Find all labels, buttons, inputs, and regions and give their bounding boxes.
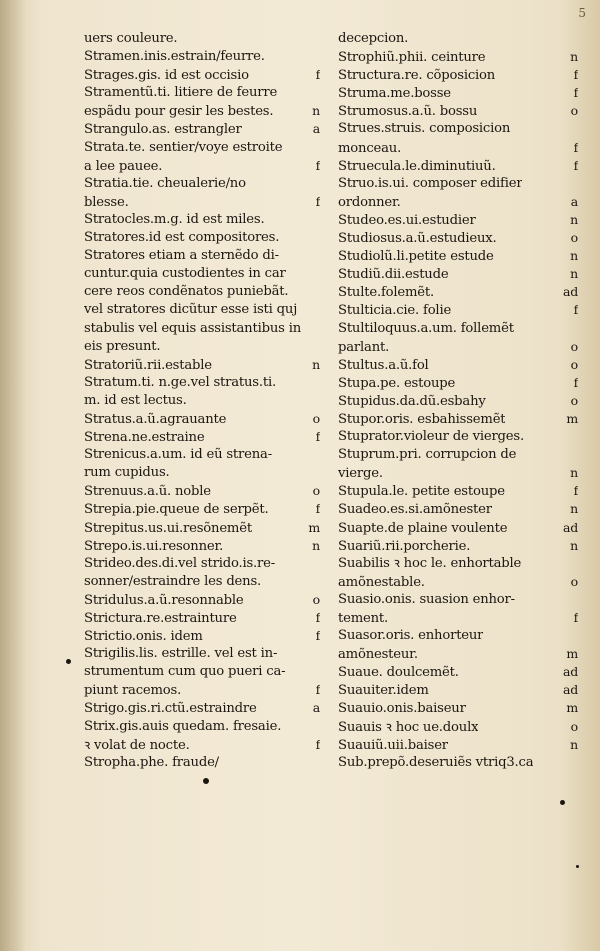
entry-text: cuntur.quia custodientes in car: [84, 266, 286, 282]
gender-marker: ad: [562, 519, 578, 535]
entry-text: Stupor.oris. esbahissemẽt: [338, 411, 506, 427]
dictionary-line: [338, 464, 578, 482]
gender-marker: n: [312, 103, 320, 119]
entry-text: Stratia.tie. cheualerie/no: [84, 175, 246, 191]
dictionary-line: [84, 645, 320, 663]
dictionary-line: [338, 699, 578, 717]
dictionary-line: [84, 66, 320, 84]
entry-text: Suasio.onis. suasion enhor-: [338, 591, 515, 607]
dictionary-line: [338, 573, 578, 591]
entry-text: Stupidus.da.dũ.esbahy: [338, 393, 486, 409]
entry-text: Stratores etiam a sternẽdo di-: [84, 248, 279, 264]
dictionary-line: [338, 356, 578, 374]
gender-marker: ad: [562, 284, 578, 300]
dictionary-line: [338, 193, 578, 211]
entry-text: Struecula.le.diminutiuũ.: [338, 158, 496, 174]
gender-marker: ad: [562, 664, 578, 680]
dictionary-line: [84, 500, 320, 518]
entry-text: Strictio.onis. idem: [84, 629, 203, 645]
dictionary-line: [338, 645, 578, 663]
gender-marker: f: [573, 483, 578, 499]
entry-text: Stramen.inis.estrain/feurre.: [84, 49, 265, 65]
gender-marker: n: [312, 356, 320, 372]
entry-text: blesse.: [84, 194, 129, 210]
entry-text: rum cupidus.: [84, 465, 170, 481]
dictionary-line: [84, 30, 320, 48]
entry-text: Stultiloquus.a.um. follemẽt: [338, 320, 514, 336]
dictionary-line: [84, 537, 320, 555]
dictionary-line: [338, 283, 578, 301]
dictionary-line: [338, 320, 578, 338]
dictionary-line: [84, 157, 320, 175]
entry-text: a lee pauee.: [84, 158, 163, 174]
gender-marker: n: [570, 211, 578, 227]
entry-text: Stropha.phe. fraude/: [84, 754, 219, 770]
dictionary-line: [84, 374, 320, 392]
dictionary-line: [338, 265, 578, 283]
dictionary-line: [338, 627, 578, 645]
gender-marker: a: [570, 193, 578, 209]
dictionary-line: [84, 681, 320, 699]
gender-marker: f: [315, 429, 320, 445]
gender-marker: n: [570, 465, 578, 481]
gender-marker: f: [315, 610, 320, 625]
gender-marker: m: [566, 410, 578, 426]
dictionary-line: [84, 193, 320, 211]
entry-text: monceau.: [338, 140, 402, 156]
entry-text: vierge.: [338, 466, 383, 482]
gender-marker: n: [570, 248, 578, 264]
gender-marker: f: [315, 67, 320, 83]
entry-text: Strues.struis. composicion: [338, 121, 511, 137]
entry-text: ꝛ volat de nocte.: [84, 737, 190, 753]
entry-text: ordonner.: [338, 194, 401, 210]
entry-text: Strages.gis. id est occisio: [84, 68, 249, 84]
entry-text: Stulticia.cie. folie: [338, 303, 452, 319]
gender-marker: f: [573, 85, 578, 101]
entry-text: Suauio.onis.baiseur: [338, 701, 466, 717]
dictionary-line: [84, 265, 320, 283]
entry-text: Sub.prepõ.deseruiẽs vtriq3.ca: [338, 754, 534, 770]
dictionary-line: [338, 519, 578, 537]
entry-text: Strigo.gis.ri.ctũ.estraindre: [84, 701, 257, 717]
entry-text: Struma.me.bosse: [338, 86, 451, 102]
entry-text: Studeo.es.ui.estudier: [338, 212, 476, 228]
entry-text: strumentum cum quo pueri ca-: [84, 664, 286, 680]
entry-text: Stupa.pe. estoupe: [338, 375, 456, 391]
dictionary-line: [338, 500, 578, 518]
gutter-shadow: [0, 0, 26, 951]
dictionary-line: [338, 175, 578, 193]
dictionary-line: [338, 410, 578, 428]
dictionary-line: [84, 211, 320, 229]
entry-text: tement.: [338, 611, 388, 626]
entry-text: Suauiũ.uii.baiser: [338, 737, 448, 753]
ink-dot: [203, 778, 209, 784]
gender-marker: o: [570, 230, 578, 246]
entry-text: Stratus.a.ũ.agrauante: [84, 411, 227, 427]
gender-marker: f: [315, 193, 320, 209]
corner-mark: 5: [578, 6, 586, 20]
entry-text: Structura.re. cõposicion: [338, 68, 496, 84]
dictionary-line: [84, 120, 320, 138]
gender-marker: m: [308, 519, 320, 535]
entry-text: decepcion.: [338, 31, 409, 46]
entry-text: Stultus.a.ũ.fol: [338, 357, 429, 373]
dictionary-line: [84, 247, 320, 265]
dictionary-line: [338, 482, 578, 500]
gender-marker: a: [312, 121, 320, 137]
entry-text: Strix.gis.auis quedam. fresaie.: [84, 718, 282, 734]
entry-text: Stridulus.a.ũ.resonnable: [84, 592, 244, 608]
gender-marker: n: [570, 49, 578, 65]
gender-marker: o: [570, 356, 578, 372]
entry-text: Stratocles.m.g. id est miles.: [84, 211, 265, 227]
entry-text: Suadeo.es.si.amõnester: [338, 502, 492, 518]
dictionary-line: [338, 736, 578, 754]
dictionary-line: [84, 410, 320, 428]
dictionary-line: [338, 211, 578, 229]
gender-marker: f: [315, 736, 320, 752]
entry-text: parlant.: [338, 339, 390, 355]
left-column: [84, 30, 320, 772]
dictionary-line: [84, 519, 320, 537]
gender-marker: o: [312, 483, 320, 499]
dictionary-line: [338, 102, 578, 120]
dictionary-line: [338, 30, 578, 48]
entry-text: amõnestable.: [338, 574, 425, 590]
dictionary-line: [84, 754, 320, 772]
entry-text: Strangulo.as. estrangler: [84, 122, 242, 138]
dictionary-line: [338, 66, 578, 84]
ink-dot: [560, 800, 565, 805]
dictionary-line: [338, 609, 578, 627]
dictionary-line: [84, 609, 320, 627]
dictionary-line: [84, 663, 320, 681]
entry-text: Strophiũ.phii. ceinture: [338, 50, 486, 66]
dictionary-line: [84, 338, 320, 356]
dictionary-line: [84, 283, 320, 301]
right-column: [338, 30, 578, 772]
dictionary-line: [84, 428, 320, 446]
entry-text: sonner/estraindre les dens.: [84, 573, 262, 589]
entry-text: Strepia.pie.queue de serpẽt.: [84, 502, 269, 518]
entry-text: Strenicus.a.um. id eũ strena-: [84, 447, 272, 463]
entry-text: stabulis vel equis assistantibus in: [84, 320, 302, 336]
gender-marker: o: [570, 392, 578, 408]
gender-marker: m: [566, 646, 578, 662]
gender-marker: ad: [562, 682, 578, 698]
entry-text: Suauis ꝛ hoc ue.doulx: [338, 719, 479, 735]
dictionary-line: [338, 555, 578, 573]
entry-text: Studiosus.a.ũ.estudieux.: [338, 231, 497, 247]
dictionary-line: [338, 301, 578, 319]
entry-text: Studiolũ.li.petite estude: [338, 249, 494, 265]
dictionary-line: [338, 120, 578, 138]
gender-marker: f: [315, 501, 320, 517]
dictionary-line: [84, 356, 320, 374]
gender-marker: n: [570, 266, 578, 282]
dictionary-line: [84, 627, 320, 645]
entry-text: Stratoriũ.rii.estable: [84, 357, 212, 373]
gender-marker: o: [312, 591, 320, 607]
entry-text: Struo.is.ui. composer edifier: [338, 175, 523, 191]
dictionary-line: [84, 84, 320, 102]
dictionary-line: [84, 573, 320, 591]
dictionary-line: [84, 102, 320, 120]
dictionary-line: [84, 591, 320, 609]
dictionary-line: [338, 392, 578, 410]
entry-text: Suapte.de plaine voulente: [338, 520, 508, 536]
dictionary-line: [338, 537, 578, 555]
entry-text: Suabilis ꝛ hoc le. enhortable: [338, 555, 522, 571]
entry-text: uers couleure.: [84, 31, 178, 46]
dictionary-line: [338, 681, 578, 699]
dictionary-line: [338, 663, 578, 681]
dictionary-line: [338, 754, 578, 772]
entry-text: Strumosus.a.ũ. bossu: [338, 104, 478, 120]
entry-text: Strictura.re.estrainture: [84, 611, 237, 626]
gender-marker: n: [570, 537, 578, 553]
dictionary-line: [84, 736, 320, 754]
gender-marker: f: [573, 374, 578, 390]
gender-marker: n: [312, 537, 320, 553]
entry-text: espãdu pour gesir les bestes.: [84, 104, 274, 120]
gender-marker: f: [315, 628, 320, 644]
gender-marker: f: [573, 302, 578, 318]
entry-text: Strigilis.lis. estrille. vel est in-: [84, 646, 278, 662]
gender-marker: f: [573, 157, 578, 173]
entry-text: amõnesteur.: [338, 647, 418, 663]
dictionary-line: [338, 591, 578, 609]
entry-text: Stratores.id est compositores.: [84, 230, 280, 246]
dictionary-line: [84, 48, 320, 66]
dictionary-line: [338, 229, 578, 247]
entry-text: Stuprum.pri. corrupcion de: [338, 447, 517, 463]
entry-text: Strepo.is.ui.resonner.: [84, 538, 224, 554]
dictionary-line: [84, 464, 320, 482]
dictionary-line: [84, 555, 320, 573]
gender-marker: o: [312, 410, 320, 426]
dictionary-line: [84, 699, 320, 717]
dictionary-line: [338, 446, 578, 464]
gender-marker: o: [570, 103, 578, 119]
dictionary-line: [338, 718, 578, 736]
dictionary-line: [84, 320, 320, 338]
dictionary-line: [338, 139, 578, 157]
entry-text: Strideo.des.di.vel strido.is.re-: [84, 555, 275, 571]
entry-text: Suariũ.rii.porcherie.: [338, 538, 471, 554]
dictionary-line: [84, 229, 320, 247]
entry-text: Suasor.oris. enhorteur: [338, 628, 484, 644]
dictionary-line: [84, 301, 320, 319]
entry-text: eis presunt.: [84, 338, 161, 354]
dictionary-line: [84, 139, 320, 157]
entry-text: Suauiter.idem: [338, 683, 429, 699]
gender-marker: n: [570, 736, 578, 752]
dictionary-line: [338, 247, 578, 265]
entry-text: Strenuus.a.ũ. noble: [84, 484, 211, 500]
ink-dot: [576, 865, 579, 868]
entry-text: Studiũ.dii.estude: [338, 267, 449, 283]
ink-dot: [66, 659, 71, 664]
gender-marker: f: [573, 67, 578, 83]
dictionary-line: [338, 374, 578, 392]
gender-marker: f: [573, 610, 578, 625]
entry-text: Stramentũ.ti. litiere de feurre: [84, 85, 278, 101]
dictionary-line: [84, 446, 320, 464]
dictionary-line: [338, 157, 578, 175]
entry-text: Stuprator.violeur de vierges.: [338, 429, 524, 445]
dictionary-line: [84, 718, 320, 736]
gender-marker: f: [315, 157, 320, 173]
gender-marker: o: [570, 718, 578, 734]
dictionary-line: [84, 175, 320, 193]
entry-text: Strepitus.us.ui.resõnemẽt: [84, 520, 252, 536]
gender-marker: f: [315, 682, 320, 698]
gender-marker: m: [566, 700, 578, 716]
dictionary-line: [84, 482, 320, 500]
gender-marker: f: [573, 139, 578, 155]
entry-text: Strata.te. sentier/voye estroite: [84, 139, 283, 155]
dictionary-line: [338, 84, 578, 102]
dictionary-line: [338, 48, 578, 66]
gender-marker: o: [570, 338, 578, 354]
gender-marker: a: [312, 700, 320, 716]
gender-marker: n: [570, 501, 578, 517]
entry-text: Strena.ne.estraine: [84, 430, 205, 446]
dictionary-line: [338, 428, 578, 446]
entry-text: vel stratores dicũtur esse isti quj: [84, 302, 298, 318]
entry-text: Stupula.le. petite estoupe: [338, 484, 505, 500]
entry-text: piunt racemos.: [84, 683, 182, 699]
entry-text: Suaue. doulcemẽt.: [338, 665, 459, 681]
entry-text: cere reos condẽnatos puniebãt.: [84, 284, 289, 300]
entry-text: Stratum.ti. n.ge.vel stratus.ti.: [84, 374, 276, 390]
dictionary-line: [84, 392, 320, 410]
gender-marker: o: [570, 573, 578, 589]
entry-text: m. id est lectus.: [84, 392, 187, 408]
entry-text: Stulte.folemẽt.: [338, 285, 434, 301]
dictionary-line: [338, 338, 578, 356]
